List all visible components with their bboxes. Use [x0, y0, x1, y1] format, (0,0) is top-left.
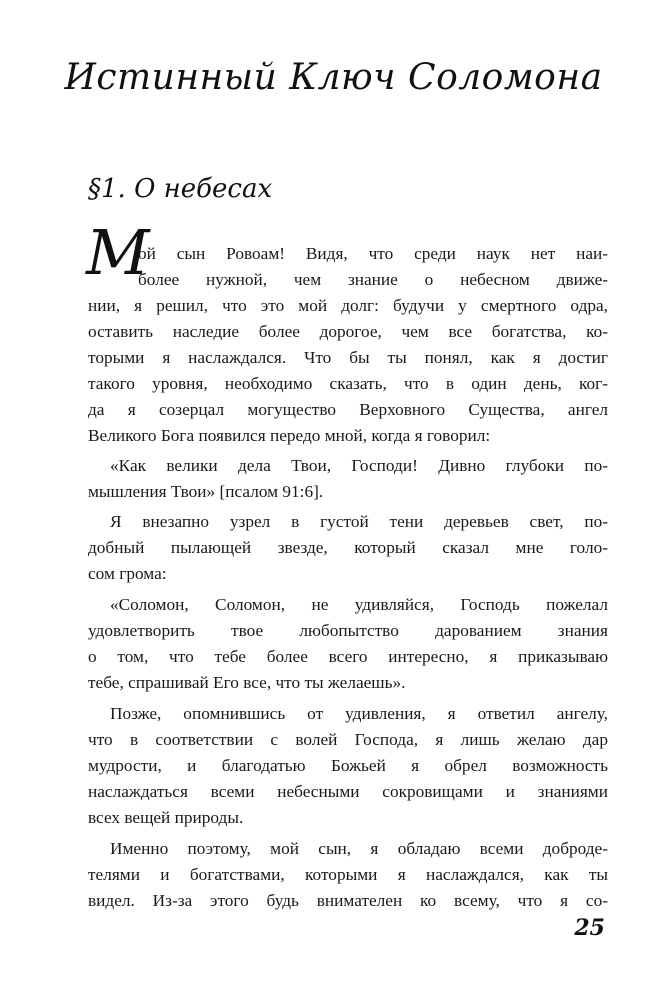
- text-line: более нужной, чем знание о небесном движе-: [138, 270, 608, 289]
- text-line: что в соответствии с волей Господа, я лишь желаю дар: [88, 730, 608, 749]
- page-number: 25: [574, 915, 605, 941]
- section-heading: §1. О небесах: [88, 174, 273, 204]
- text-line: сом грома:: [88, 564, 167, 583]
- text-line: наслаждаться всеми небесными сокровищами и знаниями: [88, 782, 608, 801]
- text-line: «Как велики дела Твои, Господи! Дивно глубоки по-: [110, 456, 608, 475]
- text-line: «Соломон, Соломон, не удивляйся, Господь пожелал: [110, 595, 608, 614]
- text-line: ой сын Ровоам! Видя, что среди наук нет наи-: [138, 244, 608, 263]
- text-line: Великого Бога появился передо мной, когда я говорил:: [88, 426, 491, 445]
- text-line: о том, что тебе более всего интересно, я приказываю: [88, 647, 608, 666]
- text-line: нии, я решил, что это мой долг: будучи у смертного одра,: [88, 296, 608, 315]
- text-line: да я созерцал могущество Верховного Существа, ангел: [88, 400, 608, 419]
- text-line: Позже, опомнившись от удивления, я ответил ангелу,: [110, 704, 608, 723]
- running-title: Истинный Ключ Соломона: [64, 57, 603, 98]
- text-line: Я внезапно узрел в густой тени деревьев свет, по-: [110, 512, 608, 531]
- text-line: Именно поэтому, мой сын, я обладаю всеми доброде-: [110, 839, 608, 858]
- drop-cap: М: [86, 216, 150, 289]
- text-line: телями и богатствами, которыми я наслаждался, как ты: [88, 865, 608, 884]
- text-line: удовлетворить твое любопытство дарованием знания: [88, 621, 608, 640]
- text-line: добный пылающей звезде, который сказал мне голо-: [88, 538, 608, 557]
- text-line: тебе, спрашивай Его все, что ты желаешь».: [88, 673, 406, 692]
- text-line: мудрости, и благодатью Божьей я обрел возможность: [88, 756, 608, 775]
- text-line: видел. Из-за этого будь внимателен ко всему, что я со-: [88, 891, 608, 910]
- text-line: всех вещей природы.: [88, 808, 244, 827]
- text-line: торыми я наслаждался. Что бы ты понял, как я достиг: [88, 348, 608, 367]
- text-line: такого уровня, необходимо сказать, что в один день, ког-: [88, 374, 608, 393]
- text-line: мышления Твои» [псалом 91:6].: [88, 482, 324, 501]
- text-line: оставить наследие более дорогое, чем все богатства, ко-: [88, 322, 608, 341]
